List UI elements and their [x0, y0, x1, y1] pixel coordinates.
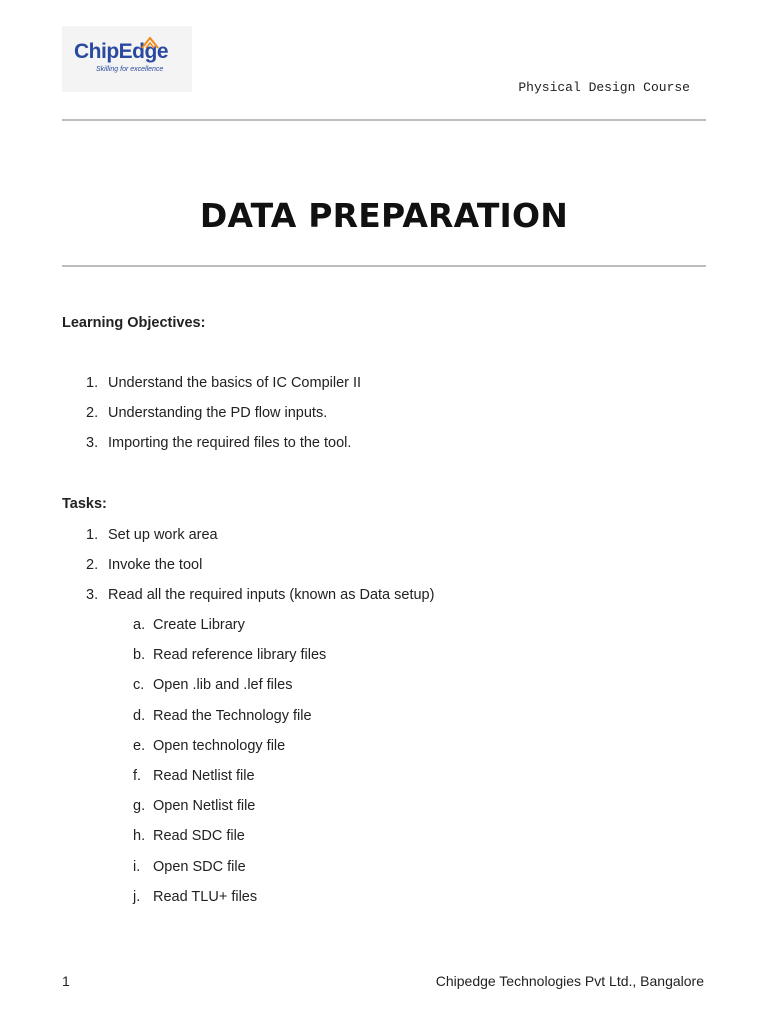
company-logo [62, 26, 192, 92]
footer-company: Chipedge Technologies Pvt Ltd., Bangalore [435, 973, 704, 989]
tasks-heading: Tasks: [62, 496, 107, 512]
logo-text: ChipEdge [74, 40, 168, 63]
top-divider [62, 119, 706, 121]
logo-tagline: Skilling for excellence [96, 66, 164, 73]
logo-mark-icon [140, 36, 162, 50]
page-title: DATA PREPARATION [199, 196, 569, 235]
page-number: 1 [62, 973, 70, 989]
title-divider [62, 265, 706, 267]
course-title: Physical Design Course [518, 80, 690, 95]
objectives-heading: Learning Objectives: [62, 315, 206, 331]
